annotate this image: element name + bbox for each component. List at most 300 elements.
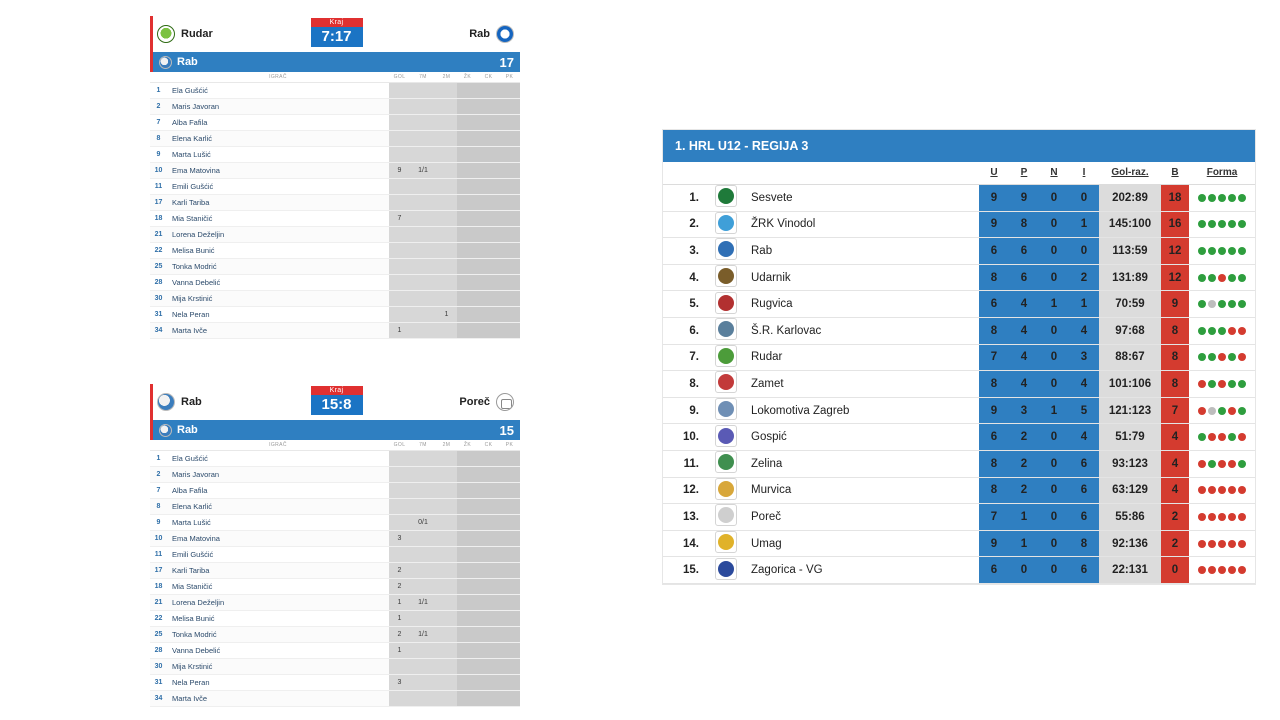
stat-u: 7 bbox=[979, 344, 1009, 371]
team-bar-goals: 15 bbox=[499, 422, 514, 438]
player-row[interactable] bbox=[150, 194, 520, 210]
player-stat-m7 bbox=[410, 498, 436, 514]
player-stat-gol bbox=[389, 274, 410, 290]
stat-p: 4 bbox=[1009, 344, 1039, 371]
player-stat-m7 bbox=[410, 466, 436, 482]
player-row[interactable] bbox=[150, 146, 520, 162]
player-stat-m7 bbox=[410, 690, 436, 706]
player-row[interactable] bbox=[150, 594, 520, 610]
player-table-header bbox=[150, 72, 520, 82]
form-dot-w bbox=[1208, 274, 1216, 282]
player-name: Marta Lušić bbox=[167, 146, 389, 162]
player-stat-gol: 2 bbox=[389, 578, 410, 594]
standings-row[interactable] bbox=[663, 424, 1255, 451]
player-stat-m2 bbox=[436, 162, 457, 178]
player-number: 25 bbox=[150, 258, 167, 274]
form-dot-d bbox=[1208, 300, 1216, 308]
player-number: 8 bbox=[150, 498, 167, 514]
stat-u: 8 bbox=[979, 450, 1009, 477]
player-row[interactable] bbox=[150, 466, 520, 482]
team-bar-name: Rab bbox=[177, 56, 198, 68]
stat-u: 9 bbox=[979, 397, 1009, 424]
stat-n: 0 bbox=[1039, 264, 1069, 291]
player-stat-m2 bbox=[436, 178, 457, 194]
player-row[interactable] bbox=[150, 610, 520, 626]
player-number: 8 bbox=[150, 130, 167, 146]
player-stat-m2 bbox=[436, 642, 457, 658]
stat-p: 6 bbox=[1009, 238, 1039, 265]
player-stat-gol: 3 bbox=[389, 674, 410, 690]
player-stat-ck bbox=[478, 562, 499, 578]
team-logo bbox=[707, 371, 745, 398]
stat-points: 8 bbox=[1161, 371, 1189, 398]
team-summary-bar-2[interactable] bbox=[150, 420, 520, 440]
team-logo bbox=[707, 291, 745, 318]
player-row[interactable] bbox=[150, 210, 520, 226]
col-gol-raz[interactable]: Gol-raz. bbox=[1099, 162, 1161, 185]
player-row[interactable] bbox=[150, 130, 520, 146]
form-dot-l bbox=[1218, 353, 1226, 361]
team-rank: 9. bbox=[663, 397, 707, 424]
stat-i: 4 bbox=[1069, 317, 1099, 344]
player-stat-gol bbox=[389, 242, 410, 258]
player-stat-m2 bbox=[436, 690, 457, 706]
standings-row[interactable] bbox=[663, 344, 1255, 371]
col-forma[interactable]: Forma bbox=[1189, 162, 1255, 185]
player-stat-gol bbox=[389, 194, 410, 210]
form-dot-l bbox=[1218, 566, 1226, 574]
player-stat-gol: 1 bbox=[389, 322, 410, 338]
col-p[interactable]: P bbox=[1009, 162, 1039, 185]
player-row[interactable] bbox=[150, 578, 520, 594]
player-stat-pk bbox=[499, 626, 520, 642]
team-name[interactable]: ŽRK Vinodol bbox=[745, 211, 979, 238]
stat-n: 0 bbox=[1039, 504, 1069, 531]
player-row[interactable] bbox=[150, 626, 520, 642]
player-number: 10 bbox=[150, 162, 167, 178]
team-name[interactable]: Rudar bbox=[745, 344, 979, 371]
player-stat-zk bbox=[457, 258, 478, 274]
player-row[interactable] bbox=[150, 322, 520, 338]
player-stat-pk bbox=[499, 146, 520, 162]
standings-row[interactable] bbox=[663, 238, 1255, 265]
stat-goal-diff: 51:79 bbox=[1099, 424, 1161, 451]
player-stat-m2 bbox=[436, 98, 457, 114]
player-name: Ela Gušćić bbox=[167, 82, 389, 98]
team-rank: 15. bbox=[663, 557, 707, 584]
player-row[interactable] bbox=[150, 674, 520, 690]
player-number: 34 bbox=[150, 322, 167, 338]
player-stat-ck bbox=[478, 306, 499, 322]
stat-points: 8 bbox=[1161, 344, 1189, 371]
scoreboard bbox=[311, 18, 363, 47]
player-number: 9 bbox=[150, 146, 167, 162]
form-cell bbox=[1189, 530, 1255, 557]
player-stat-gol: 2 bbox=[389, 626, 410, 642]
form-dot-w bbox=[1198, 274, 1206, 282]
player-stat-ck bbox=[478, 690, 499, 706]
form-dot-w bbox=[1218, 327, 1226, 335]
form-cell bbox=[1189, 371, 1255, 398]
standings-row[interactable] bbox=[663, 317, 1255, 344]
player-row[interactable] bbox=[150, 306, 520, 322]
stat-i: 6 bbox=[1069, 450, 1099, 477]
player-stat-pk bbox=[499, 482, 520, 498]
player-name: Lorena Deželjin bbox=[167, 594, 389, 610]
player-table-header-2 bbox=[150, 440, 520, 450]
form-dot-l bbox=[1208, 486, 1216, 494]
team-crest-icon bbox=[715, 318, 737, 340]
player-name: Ema Matovina bbox=[167, 162, 389, 178]
player-row[interactable] bbox=[150, 562, 520, 578]
form-dot-l bbox=[1218, 513, 1226, 521]
form-dot-w bbox=[1208, 380, 1216, 388]
team-name[interactable]: Murvica bbox=[745, 477, 979, 504]
stat-i: 4 bbox=[1069, 424, 1099, 451]
player-stat-ck bbox=[478, 530, 499, 546]
standings-row[interactable] bbox=[663, 291, 1255, 318]
form-dot-d bbox=[1208, 407, 1216, 415]
player-stat-ck bbox=[478, 82, 499, 98]
player-row[interactable] bbox=[150, 482, 520, 498]
player-stat-pk bbox=[499, 690, 520, 706]
form-dot-l bbox=[1208, 433, 1216, 441]
form-dot-l bbox=[1238, 353, 1246, 361]
home-team-2 bbox=[157, 393, 336, 411]
away-team-crest-icon bbox=[496, 25, 514, 43]
stat-i: 0 bbox=[1069, 238, 1099, 265]
player-stat-zk bbox=[457, 114, 478, 130]
player-row[interactable] bbox=[150, 114, 520, 130]
player-row[interactable] bbox=[150, 642, 520, 658]
player-stat-gol bbox=[389, 82, 410, 98]
team-name[interactable]: Rugvica bbox=[745, 291, 979, 318]
player-name: Mia Staničić bbox=[167, 578, 389, 594]
team-crest-icon bbox=[715, 504, 737, 526]
team-crest-icon bbox=[715, 212, 737, 234]
stat-u: 8 bbox=[979, 371, 1009, 398]
stat-goal-diff: 70:59 bbox=[1099, 291, 1161, 318]
stat-p: 2 bbox=[1009, 450, 1039, 477]
player-stat-pk bbox=[499, 578, 520, 594]
standings-row[interactable] bbox=[663, 371, 1255, 398]
standings-row[interactable] bbox=[663, 477, 1255, 504]
form-dot-l bbox=[1228, 460, 1236, 468]
player-row[interactable] bbox=[150, 658, 520, 674]
team-name[interactable]: Umag bbox=[745, 530, 979, 557]
team-logo bbox=[707, 450, 745, 477]
team-crest-icon bbox=[715, 425, 737, 447]
player-name: Nela Peran bbox=[167, 674, 389, 690]
player-stat-m7 bbox=[410, 322, 436, 338]
team-crest-icon bbox=[715, 292, 737, 314]
team-name[interactable]: Poreč bbox=[745, 504, 979, 531]
form-dot-w bbox=[1208, 327, 1216, 335]
stat-p: 4 bbox=[1009, 291, 1039, 318]
stat-p: 4 bbox=[1009, 371, 1039, 398]
form-cell bbox=[1189, 504, 1255, 531]
standings-row[interactable] bbox=[663, 557, 1255, 584]
player-stats-table-2 bbox=[150, 440, 520, 707]
player-stat-m7 bbox=[410, 642, 436, 658]
stat-n: 0 bbox=[1039, 317, 1069, 344]
form-dot-l bbox=[1228, 327, 1236, 335]
form-dot-w bbox=[1228, 380, 1236, 388]
form-cell bbox=[1189, 477, 1255, 504]
player-stat-ck bbox=[478, 322, 499, 338]
standings-row[interactable] bbox=[663, 530, 1255, 557]
player-stat-m7 bbox=[410, 210, 436, 226]
standings-table bbox=[663, 162, 1255, 584]
player-stat-m7 bbox=[410, 258, 436, 274]
team-crest-icon bbox=[715, 451, 737, 473]
team-rank: 8. bbox=[663, 371, 707, 398]
team-logo bbox=[707, 211, 745, 238]
player-stat-ck bbox=[478, 626, 499, 642]
match-card-rab-porec bbox=[0, 364, 636, 720]
player-number: 11 bbox=[150, 178, 167, 194]
team-name[interactable]: Sesvete bbox=[745, 185, 979, 212]
standings-title: 1. HRL U12 - REGIJA 3 bbox=[663, 130, 1255, 162]
player-stat-m7: 1/1 bbox=[410, 162, 436, 178]
player-stat-pk bbox=[499, 194, 520, 210]
player-number: 25 bbox=[150, 626, 167, 642]
player-stat-pk bbox=[499, 610, 520, 626]
form-dot-w bbox=[1228, 274, 1236, 282]
player-stat-ck bbox=[478, 642, 499, 658]
stat-n: 1 bbox=[1039, 291, 1069, 318]
stat-i: 4 bbox=[1069, 371, 1099, 398]
player-stat-m2 bbox=[436, 322, 457, 338]
player-stat-m2 bbox=[436, 610, 457, 626]
col-ck: CK bbox=[478, 440, 499, 450]
player-stat-ck bbox=[478, 178, 499, 194]
player-name: Vanna Debelić bbox=[167, 274, 389, 290]
form-dot-w bbox=[1208, 460, 1216, 468]
player-stat-zk bbox=[457, 482, 478, 498]
form-dot-l bbox=[1208, 566, 1216, 574]
player-stat-zk bbox=[457, 450, 478, 466]
player-stat-zk bbox=[457, 658, 478, 674]
col-n[interactable]: N bbox=[1039, 162, 1069, 185]
player-name: Tonka Modrić bbox=[167, 258, 389, 274]
player-row[interactable] bbox=[150, 258, 520, 274]
stat-goal-diff: 202:89 bbox=[1099, 185, 1161, 212]
home-team-crest-icon bbox=[157, 393, 175, 411]
player-stat-m2 bbox=[436, 482, 457, 498]
player-stat-pk bbox=[499, 594, 520, 610]
player-row[interactable] bbox=[150, 274, 520, 290]
col-b[interactable]: B bbox=[1161, 162, 1189, 185]
player-stat-pk bbox=[499, 562, 520, 578]
player-name: Alba Fafila bbox=[167, 114, 389, 130]
team-name[interactable]: Udarnik bbox=[745, 264, 979, 291]
stat-n: 0 bbox=[1039, 238, 1069, 265]
player-stat-zk bbox=[457, 226, 478, 242]
form-dot-l bbox=[1228, 566, 1236, 574]
player-stat-zk bbox=[457, 610, 478, 626]
player-stat-m2 bbox=[436, 658, 457, 674]
player-stat-m2 bbox=[436, 146, 457, 162]
player-number: 31 bbox=[150, 306, 167, 322]
player-number: 17 bbox=[150, 562, 167, 578]
team-rank: 11. bbox=[663, 450, 707, 477]
standings-row[interactable] bbox=[663, 185, 1255, 212]
player-name: Elena Karlić bbox=[167, 498, 389, 514]
stat-goal-diff: 101:106 bbox=[1099, 371, 1161, 398]
stat-p: 9 bbox=[1009, 185, 1039, 212]
player-stat-gol bbox=[389, 290, 410, 306]
standings-row[interactable] bbox=[663, 264, 1255, 291]
player-stat-zk bbox=[457, 514, 478, 530]
team-name[interactable]: Lokomotiva Zagreb bbox=[745, 397, 979, 424]
form-dot-l bbox=[1218, 460, 1226, 468]
form-dot-w bbox=[1228, 194, 1236, 202]
player-stat-pk bbox=[499, 114, 520, 130]
player-stat-gol bbox=[389, 226, 410, 242]
form-dot-l bbox=[1208, 540, 1216, 548]
stat-i: 6 bbox=[1069, 477, 1099, 504]
team-name[interactable]: Zelina bbox=[745, 450, 979, 477]
player-row[interactable] bbox=[150, 514, 520, 530]
player-number: 2 bbox=[150, 466, 167, 482]
standings-row[interactable] bbox=[663, 504, 1255, 531]
stat-p: 8 bbox=[1009, 211, 1039, 238]
player-stat-m2 bbox=[436, 562, 457, 578]
player-stat-m2 bbox=[436, 210, 457, 226]
stat-n: 1 bbox=[1039, 397, 1069, 424]
player-row[interactable] bbox=[150, 546, 520, 562]
player-stat-m2 bbox=[436, 674, 457, 690]
form-dot-w bbox=[1238, 380, 1246, 388]
player-stat-gol bbox=[389, 546, 410, 562]
player-row[interactable] bbox=[150, 98, 520, 114]
form-dot-l bbox=[1228, 486, 1236, 494]
player-name: Marta Ivče bbox=[167, 690, 389, 706]
player-stat-ck bbox=[478, 146, 499, 162]
player-number: 11 bbox=[150, 546, 167, 562]
player-stat-m7 bbox=[410, 178, 436, 194]
team-rank: 10. bbox=[663, 424, 707, 451]
stat-i: 6 bbox=[1069, 504, 1099, 531]
team-summary-bar[interactable] bbox=[150, 52, 520, 72]
stat-n: 0 bbox=[1039, 557, 1069, 584]
stat-p: 2 bbox=[1009, 424, 1039, 451]
player-row[interactable] bbox=[150, 690, 520, 706]
player-stat-m2 bbox=[436, 82, 457, 98]
home-team-name: Rab bbox=[181, 396, 202, 408]
player-number: 30 bbox=[150, 658, 167, 674]
form-dot-l bbox=[1198, 460, 1206, 468]
stat-i: 0 bbox=[1069, 185, 1099, 212]
player-row[interactable] bbox=[150, 290, 520, 306]
player-row[interactable] bbox=[150, 242, 520, 258]
form-dot-l bbox=[1218, 380, 1226, 388]
standings-row[interactable] bbox=[663, 450, 1255, 477]
standings-row[interactable] bbox=[663, 211, 1255, 238]
player-name: Melisa Bunić bbox=[167, 610, 389, 626]
col-zk: ŽK bbox=[457, 440, 478, 450]
player-row[interactable] bbox=[150, 82, 520, 98]
team-name[interactable]: Rab bbox=[745, 238, 979, 265]
player-stat-gol: 1 bbox=[389, 642, 410, 658]
player-name: Emili Gušćić bbox=[167, 178, 389, 194]
player-stat-zk bbox=[457, 130, 478, 146]
player-stats-table-1 bbox=[150, 72, 520, 339]
home-team-crest-icon bbox=[157, 25, 175, 43]
match-header bbox=[150, 16, 520, 52]
player-row[interactable] bbox=[150, 226, 520, 242]
form-cell bbox=[1189, 185, 1255, 212]
player-stat-m7: 0/1 bbox=[410, 514, 436, 530]
col-u[interactable]: U bbox=[979, 162, 1009, 185]
player-stat-ck bbox=[478, 226, 499, 242]
team-rank: 2. bbox=[663, 211, 707, 238]
player-stat-gol: 2 bbox=[389, 562, 410, 578]
team-name[interactable]: Š.R. Karlovac bbox=[745, 317, 979, 344]
standings-row[interactable] bbox=[663, 397, 1255, 424]
stat-p: 6 bbox=[1009, 264, 1039, 291]
col-i[interactable]: I bbox=[1069, 162, 1099, 185]
player-row[interactable] bbox=[150, 530, 520, 546]
player-row[interactable] bbox=[150, 498, 520, 514]
player-stat-gol bbox=[389, 450, 410, 466]
team-name[interactable]: Zagorica - VG bbox=[745, 557, 979, 584]
player-stat-m7 bbox=[410, 658, 436, 674]
player-stat-m7 bbox=[410, 98, 436, 114]
player-stat-ck bbox=[478, 498, 499, 514]
stat-points: 7 bbox=[1161, 397, 1189, 424]
team-rank: 5. bbox=[663, 291, 707, 318]
player-row[interactable] bbox=[150, 178, 520, 194]
player-stat-ck bbox=[478, 114, 499, 130]
player-stat-gol bbox=[389, 514, 410, 530]
team-logo bbox=[707, 477, 745, 504]
player-stat-zk bbox=[457, 578, 478, 594]
player-stat-m7 bbox=[410, 562, 436, 578]
player-stat-m2 bbox=[436, 546, 457, 562]
player-stat-gol: 3 bbox=[389, 530, 410, 546]
player-number: 1 bbox=[150, 82, 167, 98]
team-rank: 12. bbox=[663, 477, 707, 504]
player-stat-gol bbox=[389, 498, 410, 514]
player-stat-pk bbox=[499, 546, 520, 562]
player-stat-m2 bbox=[436, 226, 457, 242]
team-name[interactable]: Zamet bbox=[745, 371, 979, 398]
player-stat-ck bbox=[478, 98, 499, 114]
player-row[interactable] bbox=[150, 162, 520, 178]
stat-points: 12 bbox=[1161, 264, 1189, 291]
form-dot-w bbox=[1238, 274, 1246, 282]
player-stat-m2 bbox=[436, 530, 457, 546]
form-dot-l bbox=[1238, 566, 1246, 574]
player-stat-zk bbox=[457, 674, 478, 690]
player-stat-ck bbox=[478, 210, 499, 226]
player-row[interactable] bbox=[150, 450, 520, 466]
player-stat-m7 bbox=[410, 546, 436, 562]
player-stat-gol bbox=[389, 178, 410, 194]
form-dot-w bbox=[1238, 194, 1246, 202]
player-stat-pk bbox=[499, 466, 520, 482]
team-crest-icon bbox=[715, 185, 737, 207]
player-stat-m7 bbox=[410, 482, 436, 498]
score-value: 7:17 bbox=[311, 27, 363, 47]
stat-i: 1 bbox=[1069, 291, 1099, 318]
form-dot-w bbox=[1228, 300, 1236, 308]
team-name[interactable]: Gospić bbox=[745, 424, 979, 451]
away-team-name: Poreč bbox=[459, 396, 490, 408]
player-stat-ck bbox=[478, 130, 499, 146]
